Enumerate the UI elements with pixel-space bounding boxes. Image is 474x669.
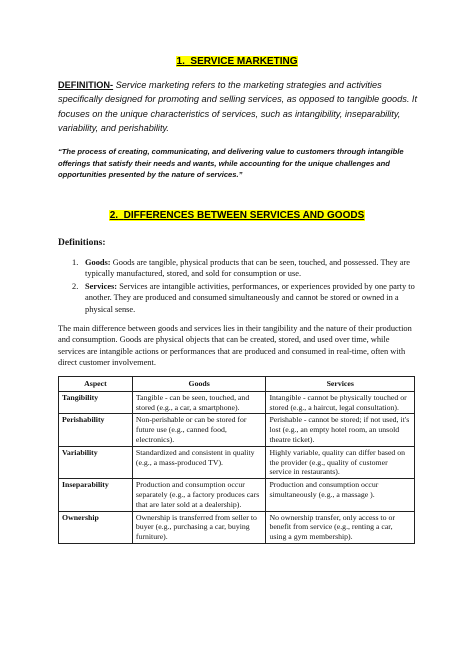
header-goods: Goods <box>132 377 266 392</box>
definitions-list <box>72 257 418 316</box>
list-item <box>72 281 418 315</box>
goods-cell: Standardized and consistent in quality (e.g., a mass-produced TV). <box>132 446 266 478</box>
definition-quote: “The process of creating, communicating, and delivering value to customers through intangible offerings that satisfy their needs and wants, while accounting for the unique challenges and opportunities presented by the nature of services.” <box>58 147 404 179</box>
services-cell: Production and consumption occur simultaneously (e.g., a massage ). <box>266 479 415 511</box>
aspect-cell: Inseparability <box>59 479 133 511</box>
definitions-heading: Definitions: <box>58 238 106 248</box>
definition-description: Services are intangible activities, performances, or experiences provided by one party to another. They are produced and consumed simultaneously and cannot be stored or owned in a physical sense. <box>85 281 415 314</box>
aspect-cell: Perishability <box>59 414 133 446</box>
section-2-title: DIFFERENCES BETWEEN SERVICES AND GOODS <box>123 210 365 221</box>
definition-label: DEFINITION- <box>58 80 114 90</box>
aspect-cell: Tangibility <box>59 391 133 414</box>
aspect-cell: Variability <box>59 446 133 478</box>
goods-cell: Tangible - can be seen, touched, and stored (e.g., a car, a smartphone). <box>132 391 266 414</box>
services-cell: No ownership transfer, only access to or benefit from service (e.g., renting a car, using a gym membership). <box>266 511 415 543</box>
section-1-heading <box>0 56 474 67</box>
list-item <box>72 257 418 280</box>
goods-cell: Non-perishable or can be stored for future use (e.g., canned food, electronics). <box>132 414 266 446</box>
header-services: Services <box>266 377 415 392</box>
list-number: 1. <box>72 258 79 267</box>
table-row <box>59 479 415 511</box>
goods-cell: Ownership is transferred from seller to buyer (e.g., purchasing a car, buying furniture). <box>132 511 266 543</box>
section-2-heading <box>0 210 474 221</box>
table-row <box>59 511 415 543</box>
table-row <box>59 446 415 478</box>
services-cell: Perishable - cannot be stored; if not used, it's lost (e.g., an empty hotel room, an unsold theatre ticket). <box>266 414 415 446</box>
definition-text: Service marketing refers to the marketing strategies and activities specifically designed for promoting and selling services, as opposed to tangible goods. It focuses on the unique characteristics of services, such as intangibility, inseparability, variability, and perishability. <box>58 80 418 134</box>
table-header-row <box>59 377 415 392</box>
header-aspect: Aspect <box>59 377 133 392</box>
section-1-number: 1. <box>176 56 185 67</box>
comparison-paragraph: The main difference between goods and services lies in their tangibility and the nature of their production and consumption. Goods are physical objects that can be created, stored, and used over time, while services are intangible actions or performances that are produced and consumed in real-time, often with direct customer involvement. <box>58 324 412 368</box>
section-1-title: SERVICE MARKETING <box>190 56 298 67</box>
aspect-cell: Ownership <box>59 511 133 543</box>
table-row <box>59 414 415 446</box>
table-row <box>59 391 415 414</box>
definition-term: Services: <box>85 281 118 291</box>
definition-description: Goods are tangible, physical products that can be seen, touched, and possessed. They are typically manufactured, stored, and sold for consumption or use. <box>85 258 411 279</box>
list-number: 2. <box>72 281 79 291</box>
services-cell: Intangible - cannot be physically touched or stored (e.g., a haircut, legal consultation). <box>266 391 415 414</box>
section-2-number: 2. <box>109 210 119 221</box>
definition-term: Goods: <box>85 258 111 267</box>
goods-cell: Production and consumption occur separately (e.g., a factory produces cars that are later sold at a dealership). <box>132 479 266 511</box>
comparison-table <box>58 376 415 544</box>
services-cell: Highly variable, quality can differ based on the provider (e.g., quality of customer service in restaurants). <box>266 446 415 478</box>
definition-paragraph <box>58 78 418 136</box>
